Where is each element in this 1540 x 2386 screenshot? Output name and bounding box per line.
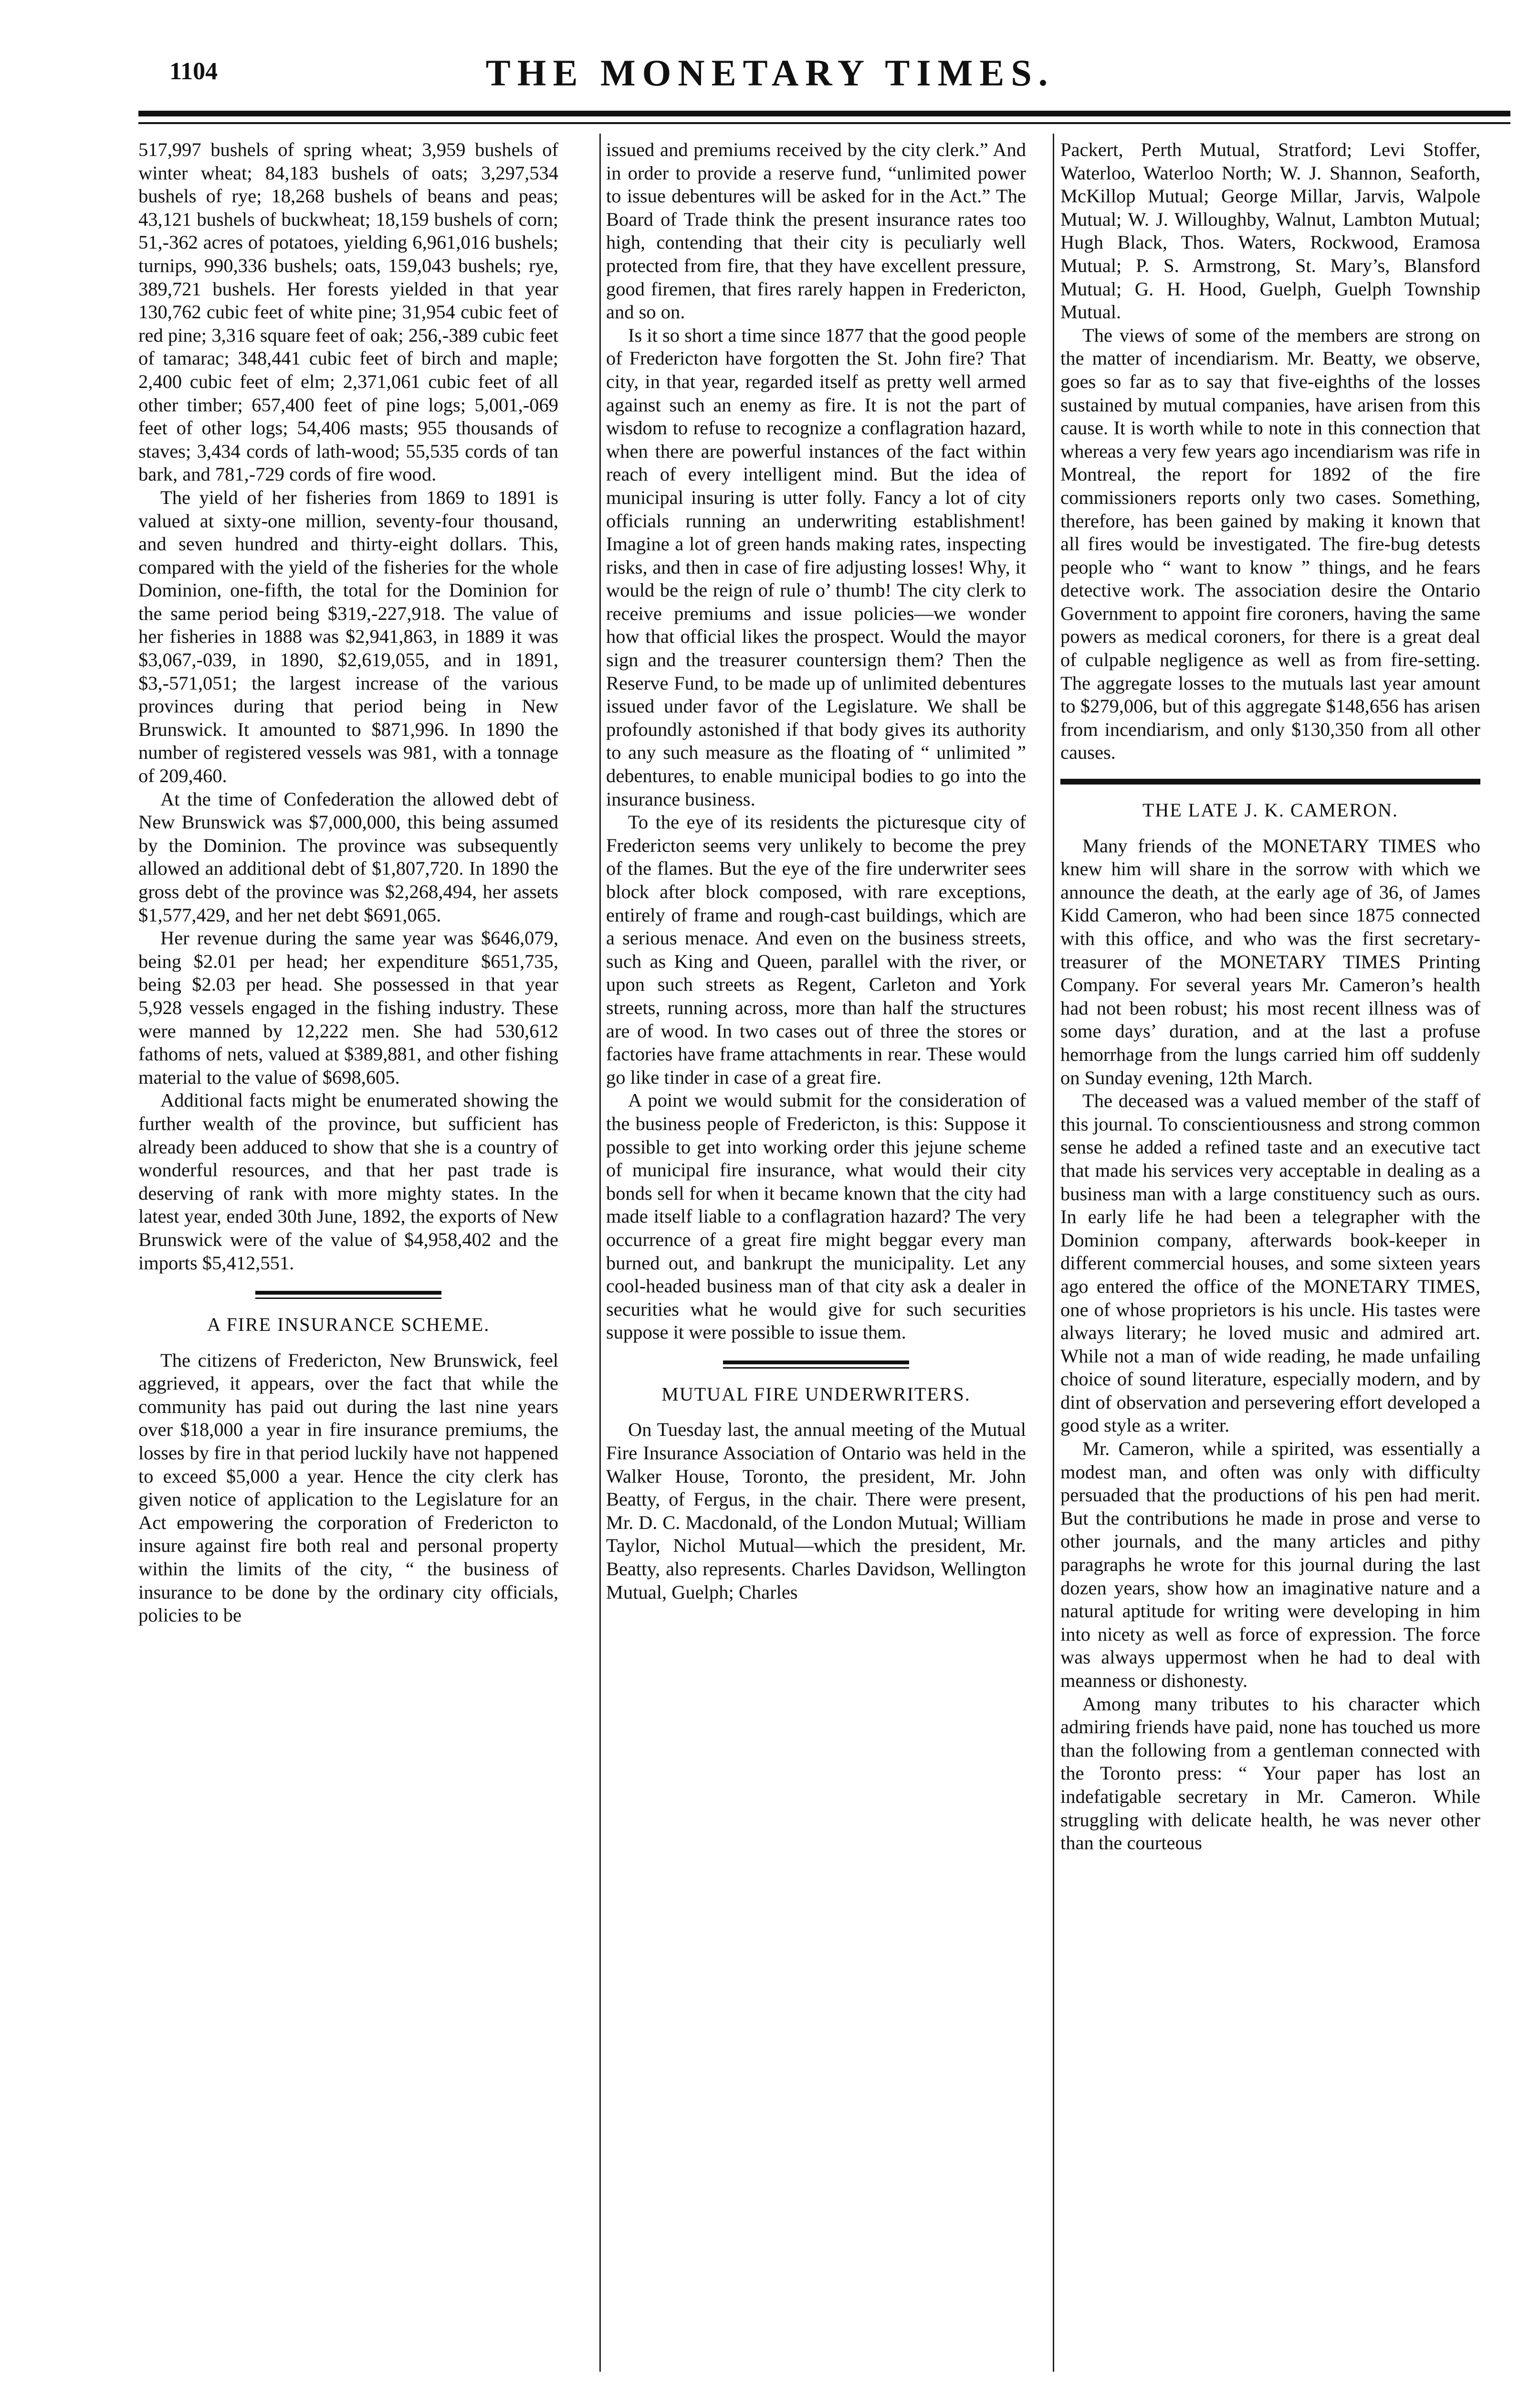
paragraph: Additional facts might be enumerated showing the further wealth of the province, but sufficient has already been adduced to show that she is a country of wonderful resources, and that her past trade is deserving of rank with more mighty states. In the latest year, ended 30th June, 1892, the exports of New Brunswick were of the value of $4,958,402 and the imports $5,412,551. bbox=[138, 1089, 558, 1274]
paragraph: Is it so short a time since 1877 that the good people of Fredericton have forgotten the St. John fire? That city, in that year, regarded itself as pretty well armed against such an enemy as fire. It is not the part of wisdom to refuse to recognize a conflagration hazard, when there are powerful instances of the fact within reach of every intelligent mind. But the idea of municipal insuring is utter folly. Fancy a lot of city officials running an underwriting establishment! Imagine a lot of green hands making rates, inspecting risks, and then in case of fire adjusting losses! Why, it would be the reign of rule o’ thumb! The city clerk to receive premiums and issue policies—we wonder how that official likes the prospect. Would the mayor sign and the treasurer countersign them? Then the Reserve Fund, to be made up of unlimited debentures issued under favor of the Legislature. We shall be profoundly astonished if that body gives its authority to any such measure as the floating of “ unlimited ” debentures, to enable municipal bodies to go into the insurance business. bbox=[606, 324, 1026, 810]
column-3 bbox=[1060, 138, 1480, 2376]
header-rule-thin bbox=[138, 122, 1510, 124]
section-rule bbox=[723, 1360, 909, 1364]
masthead: THE MONETARY TIMES. bbox=[485, 52, 1055, 94]
column-2 bbox=[606, 138, 1026, 2376]
article-heading: A FIRE INSURANCE SCHEME. bbox=[207, 1314, 490, 1336]
page-number: 1104 bbox=[169, 58, 218, 85]
paragraph: 517,997 bushels of spring wheat; 3,959 bushels of winter wheat; 84,183 bushels of oats; 3,297,534 bushels of rye; 18,268 bushels of beans and peas; 43,121 bushels of buckwheat; 18,159 bushels of corn; 51,-362 acres of potatoes, yielding 6,961,016 bushels; turnips, 990,336 bushels; oats, 159,043 bushels; rye, 389,721 bushels. Her forests yielded in that year 130,762 cubic feet of white pine; 31,954 cubic feet of red pine; 3,316 square feet of oak; 256,-389 cubic feet of tamarac; 348,441 cubic feet of birch and maple; 2,400 cubic feet of elm; 2,371,061 cubic feet of all other timber; 657,400 feet of pine logs; 5,001,-069 feet of other logs; 54,406 masts; 955 thousands of staves; 3,434 cords of lath-wood; 55,535 cords of tan bark, and 781,-729 cords of fire wood. bbox=[138, 139, 558, 485]
column-1 bbox=[138, 138, 558, 2376]
paragraph: The citizens of Fredericton, New Brunswick, feel aggrieved, it appears, over the fact that while the community has paid out during the last nine years over $18,000 a year in fire insurance premiums, the losses by fire in that period luckily have not happened to exceed $5,000 a year. Hence the city clerk has given notice of application to the Legislature for an Act empowering the corporation of Fredericton to insure against fire both real and personal property within the limits of the city, “ the business of insurance to be done by the ordinary city officials, policies to be bbox=[138, 1349, 558, 1626]
paragraph: Her revenue during the same year was $646,079, being $2.01 per head; her expenditure $651,735, being $2.03 per head. She possessed in that year 5,928 vessels engaged in the fishing industry. These were manned by 12,222 men. She had 530,612 fathoms of nets, valued at $389,881, and other fishing material to the value of $698,605. bbox=[138, 927, 558, 1088]
section-rule bbox=[255, 1298, 441, 1299]
section-rule bbox=[723, 1367, 909, 1369]
paragraph: Many friends of the MONETARY TIMES who knew him will share in the sorrow with which we announce the death, at the early age of 36, of James Kidd Cameron, who had been since 1875 connected with this office, and who was the first secretary-treasurer of the MONETARY TIMES Printing Company. For several years Mr. Cameron’s health had not been robust; his most recent illness was of some days’ duration, and at the last a profuse hemorrhage from the lungs carried him off suddenly on Sunday evening, 12th March. bbox=[1060, 835, 1480, 1088]
paragraph: The views of some of the members are strong on the matter of incendiarism. Mr. Beatty, we observe, goes so far as to say that five-eighths of the losses sustained by mutual companies, have arisen from this cause. It is worth while to note in this connection that whereas a very few years ago incendiarism was rife in Montreal, the report for 1892 of the fire commissioners reports only two cases. Something, therefore, has been gained by making it known that all fires would be investigated. The fire-bug detests people who “ want to know ” things, and he fears detective work. The association desire the Ontario Government to appoint fire coroners, having the same powers as medical coroners, for there is a great deal of culpable negligence as well as from fire-setting. The aggregate losses to the mutuals last year amount to $279,006, but of this aggregate $148,656 has arisen from incendiarism, and only $130,350 from all other causes. bbox=[1060, 324, 1480, 764]
article-heading: MUTUAL FIRE UNDERWRITERS. bbox=[661, 1383, 971, 1405]
header-rule-thick bbox=[138, 111, 1510, 116]
paragraph: At the time of Confederation the allowed debt of New Brunswick was $7,000,000, this being assumed by the Dominion. The province was subsequently allowed an additional debt of $1,807,720. In 1890 the gross debt of the province was $2,268,494, her assets $1,577,429, and her net debt $691,065. bbox=[138, 788, 558, 926]
paragraph: Mr. Cameron, while a spirited, was essentially a modest man, and often was only with difficulty persuaded that the productions of his pen had merit. But the contributions he made in prose and verse to other journals, and the many articles and pithy paragraphs he wrote for this journal during the last dozen years, show how an imaginative nature and a natural aptitude for writing were developing in him into nicety as well as force of expression. The force was always uppermost when he had to deal with meanness or dishonesty. bbox=[1060, 1438, 1480, 1691]
section-rule bbox=[255, 1291, 441, 1295]
section-rule bbox=[1060, 779, 1480, 785]
article-heading: THE LATE J. K. CAMERON. bbox=[1142, 799, 1398, 821]
paragraph: Among many tributes to his character which admiring friends have paid, none has touched us more than the following from a gentleman connected with the Toronto press: “ Your paper has lost an indefatigable secretary in Mr. Cameron. While struggling with delicate health, he was never other than the courteous bbox=[1060, 1693, 1480, 1854]
paragraph: On Tuesday last, the annual meeting of the Mutual Fire Insurance Association of Ontario was held in the Walker House, Toronto, the president, Mr. John Beatty, of Fergus, in the chair. There were present, Mr. D. C. Macdonald, of the London Mutual; William Taylor, Nichol Mutual—which the president, Mr. Beatty, also represents. Charles Davidson, Wellington Mutual, Guelph; Charles bbox=[606, 1419, 1026, 1603]
paragraph: Packert, Perth Mutual, Stratford; Levi Stoffer, Waterloo, Waterloo North; W. J. Shannon, Seaforth, McKillop Mutual; George Millar, Jarvis, Walpole Mutual; W. J. Willoughby, Walnut, Lambton Mutual; Hugh Black, Thos. Waters, Rockwood, Eramosa Mutual; P. S. Armstrong, St. Mary’s, Blansford Mutual; G. H. Hood, Guelph, Guelph Township Mutual. bbox=[1060, 139, 1480, 323]
paragraph: issued and premiums received by the city clerk.” And in order to provide a reserve fund, “unlimited power to issue debentures will be asked for in the Act.” The Board of Trade think the present insurance rates too high, contending that their city is peculiarly well protected from fire, that they have excellent pressure, good firemen, that fires rarely happen in Fredericton, and so on. bbox=[606, 139, 1026, 323]
column-divider bbox=[1053, 134, 1054, 2372]
paragraph: To the eye of its residents the picturesque city of Fredericton seems very unlikely to become the prey of the flames. But the eye of the fire underwriter sees block after block composed, with rare exceptions, entirely of frame and rough-cast buildings, which are a serious menace. And even on the business streets, such as King and Queen, parallel with the river, or upon such streets as Regent, Carleton and York streets, running across, more than half the structures are of wood. In two cases out of three the stores or factories have frame attachments in rear. These would go like tinder in case of a great fire. bbox=[606, 811, 1026, 1088]
column-divider bbox=[599, 134, 601, 2372]
paragraph: The yield of her fisheries from 1869 to 1891 is valued at sixty-one million, seventy-four thousand, and seven hundred and thirty-eight dollars. This, compared with the yield of the fisheries for the whole Dominion, one-fifth, the total for the Dominion for the same period being $319,-227,918. The value of her fisheries in 1888 was $2,941,863, in 1889 it was $3,067,-039, in 1890, $2,619,055, and in 1891, $3,-571,051; the largest increase of the various provinces during that period being in New Brunswick. It amounted to $871,996. In 1890 the number of registered vessels was 981, with a tonnage of 209,460. bbox=[138, 486, 558, 787]
paragraph: The deceased was a valued member of the staff of this journal. To conscientiousness and strong common sense he added a refined taste and an executive tact that made his services very acceptable in dealing as a business man with a large constituency such as ours. In early life he had been a telegrapher with the Dominion company, afterwards book-keeper in different commercial houses, and some sixteen years ago entered the office of the MONETARY TIMES, one of whose proprietors is his uncle. His tastes were always literary; he loved music and admired art. While not a man of wide reading, he made unfailing choice of sound literature, especially modern, and by dint of observation and persevering effort developed a good style as a writer. bbox=[1060, 1090, 1480, 1436]
paragraph: A point we would submit for the consideration of the business people of Fredericton, is this: Suppose it possible to get into working order this jejune scheme of municipal fire insurance, what would their city bonds sell for when it became known that the city had made itself liable to a conflagration hazard? The very occurrence of a great fire might beggar every man burned out, and bankrupt the municipality. Let any cool-headed business man of that city ask a dealer in securities what he would give for such securities suppose it were possible to issue them. bbox=[606, 1089, 1026, 1343]
